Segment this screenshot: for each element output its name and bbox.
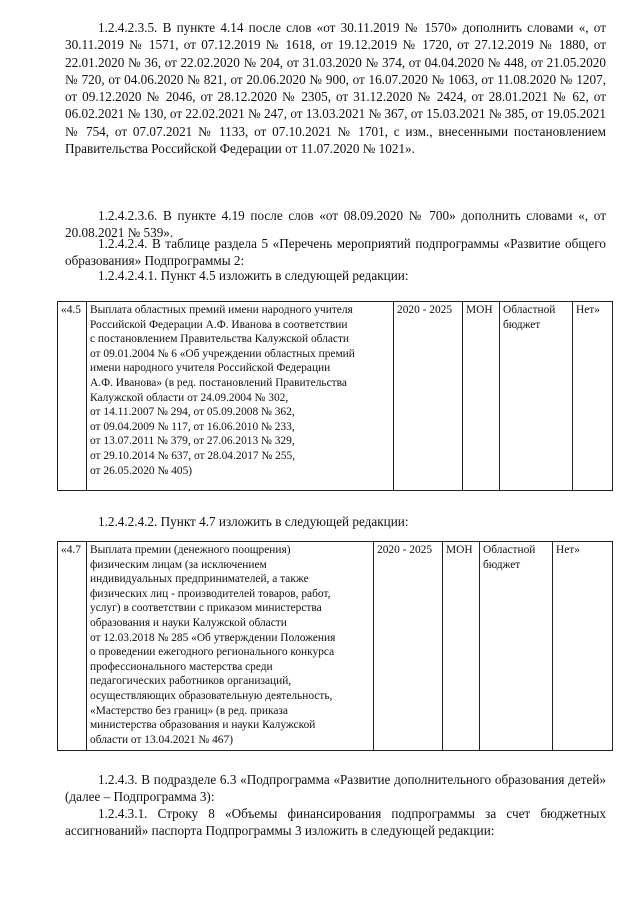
description-line: области от 13.04.2021 № 467) [90, 733, 233, 746]
description-line: министерства образования и науки Калужской [90, 719, 316, 732]
description-line: имени народного учителя Российской Федерации [90, 362, 331, 375]
description-line: педагогических работников организаций, [90, 675, 292, 688]
funding-source-cell: Областной бюджет [480, 542, 553, 751]
flag-cell: Нет» [573, 302, 613, 491]
description-line: от 12.03.2018 № 285 «Об утверждении Положения [90, 631, 336, 644]
description-line: Российской Федерации А.Ф. Иванова в соответствии [90, 318, 348, 331]
table-item-4-5 [57, 301, 613, 491]
paragraph-1-2-4-3: 1.2.4.3. В подразделе 6.3 «Подпрограмма «Развитие дополнительного образования детей» (далее – Подпрограмма 3): [65, 772, 606, 805]
executor-cell: МОН [443, 542, 480, 751]
description-line: о проведении ежегодного регионального конкурса [90, 646, 335, 659]
paragraph-1-2-4-2-3-5: 1.2.4.2.3.5. В пункте 4.14 после слов «от 30.11.2019 № 1570» дополнить словами «, от 30.11.2019 № 1571, от 07.12.2019 № 1618, от 19.12.2019 № 1720, от 27.12.2019 № 1880, от 22.01.2020 № 36, от 22.02.2020 № 204, от 31.03.2020 № 374, от 04.04.2020 № 448, от 21.05.2020 № 720, от 04.06.2020 № 821, от 20.06.2020 № 900, от 16.07.2020 № 1063, от 11.08.2020 № 1207, от 09.12.2020 № 2046, от 28.12.2020 № 2305, от 31.12.2020 № 2424, от 28.01.2021 № 62, от 06.02.2021 № 130, от 22.02.2021 № 247, от 13.03.2021 № 367, от 15.03.2021 № 385, от 19.05.2021 № 754, от 07.07.2021 № 1133, от 07.10.2021 № 1701, с изм., внесенными постановлением Правительства Российской Федерации от 11.07.2020 № 1021». [65, 20, 606, 157]
description-line: от 13.07.2011 № 379, от 27.06.2013 № 329, [90, 435, 295, 448]
description-line: от 09.01.2004 № 6 «Об учреждении областных премий [90, 347, 355, 360]
description-line: от 29.10.2014 № 637, от 28.04.2017 № 255, [90, 449, 296, 462]
description-line: осуществляющих образовательную деятельность, [90, 689, 333, 702]
description-line: от 26.05.2020 № 405) [90, 464, 193, 477]
years-cell: 2020 - 2025 [394, 302, 463, 491]
paragraph-1-2-4-2-4-2: 1.2.4.2.4.2. Пункт 4.7 изложить в следующей редакции: [98, 514, 409, 529]
description-line: профессионального мастерства среди [90, 660, 273, 673]
description-line: физических лиц - производителей товаров, работ, [90, 587, 331, 600]
description-line: Калужской области от 24.09.2004 № 302, [90, 391, 289, 404]
description-line: физическим лицам (за исключением [90, 558, 267, 571]
description-line: Выплата областных премий имени народного учителя [90, 304, 353, 316]
item-number-cell: «4.7 [58, 542, 87, 751]
description-line: индивидуальных предпринимателей, а также [90, 573, 309, 586]
paragraph-1-2-4-2-3-6: 1.2.4.2.3.6. В пункте 4.19 после слов «от 08.09.2020 № 700» дополнить словами «, от 20.08.2021 № 539». [65, 208, 606, 241]
table-row [58, 542, 613, 751]
description-line: Выплата премии (денежного поощрения) [90, 544, 291, 556]
executor-cell: МОН [463, 302, 500, 491]
description-line: с постановлением Правительства Калужской области [90, 333, 350, 346]
funding-source-cell: Областной бюджет [500, 302, 573, 491]
table-row [58, 302, 613, 491]
description-line: А.Ф. Иванова» (в ред. постановлений Правительства [90, 376, 347, 389]
years-cell: 2020 - 2025 [374, 542, 443, 751]
item-number-cell: «4.5 [58, 302, 87, 491]
description-line: образования и науки Калужской области [90, 616, 287, 629]
description-cell [87, 542, 374, 751]
description-line: от 14.11.2007 № 294, от 05.09.2008 № 362, [90, 406, 295, 419]
paragraph-1-2-4-2-4-1: 1.2.4.2.4.1. Пункт 4.5 изложить в следующей редакции: [98, 268, 409, 283]
flag-cell: Нет» [553, 542, 613, 751]
description-cell [87, 302, 394, 491]
paragraph-1-2-4-3-1: 1.2.4.3.1. Строку 8 «Объемы финансирования подпрограммы за счет бюджетных ассигнований» паспорта Подпрограммы 3 изложить в следующей редакции: [65, 806, 606, 839]
paragraph-1-2-4-2-4: 1.2.4.2.4. В таблице раздела 5 «Перечень мероприятий подпрограммы «Развитие общего образования» Подпрограммы 2: [65, 236, 606, 269]
description-line: «Мастерство без границ» (в ред. приказа [90, 704, 288, 717]
table-item-4-7 [57, 541, 613, 751]
description-line: услуг) в соответствии с приказом министерства [90, 602, 322, 615]
description-line: от 09.04.2009 № 117, от 16.06.2010 № 233, [90, 420, 295, 433]
